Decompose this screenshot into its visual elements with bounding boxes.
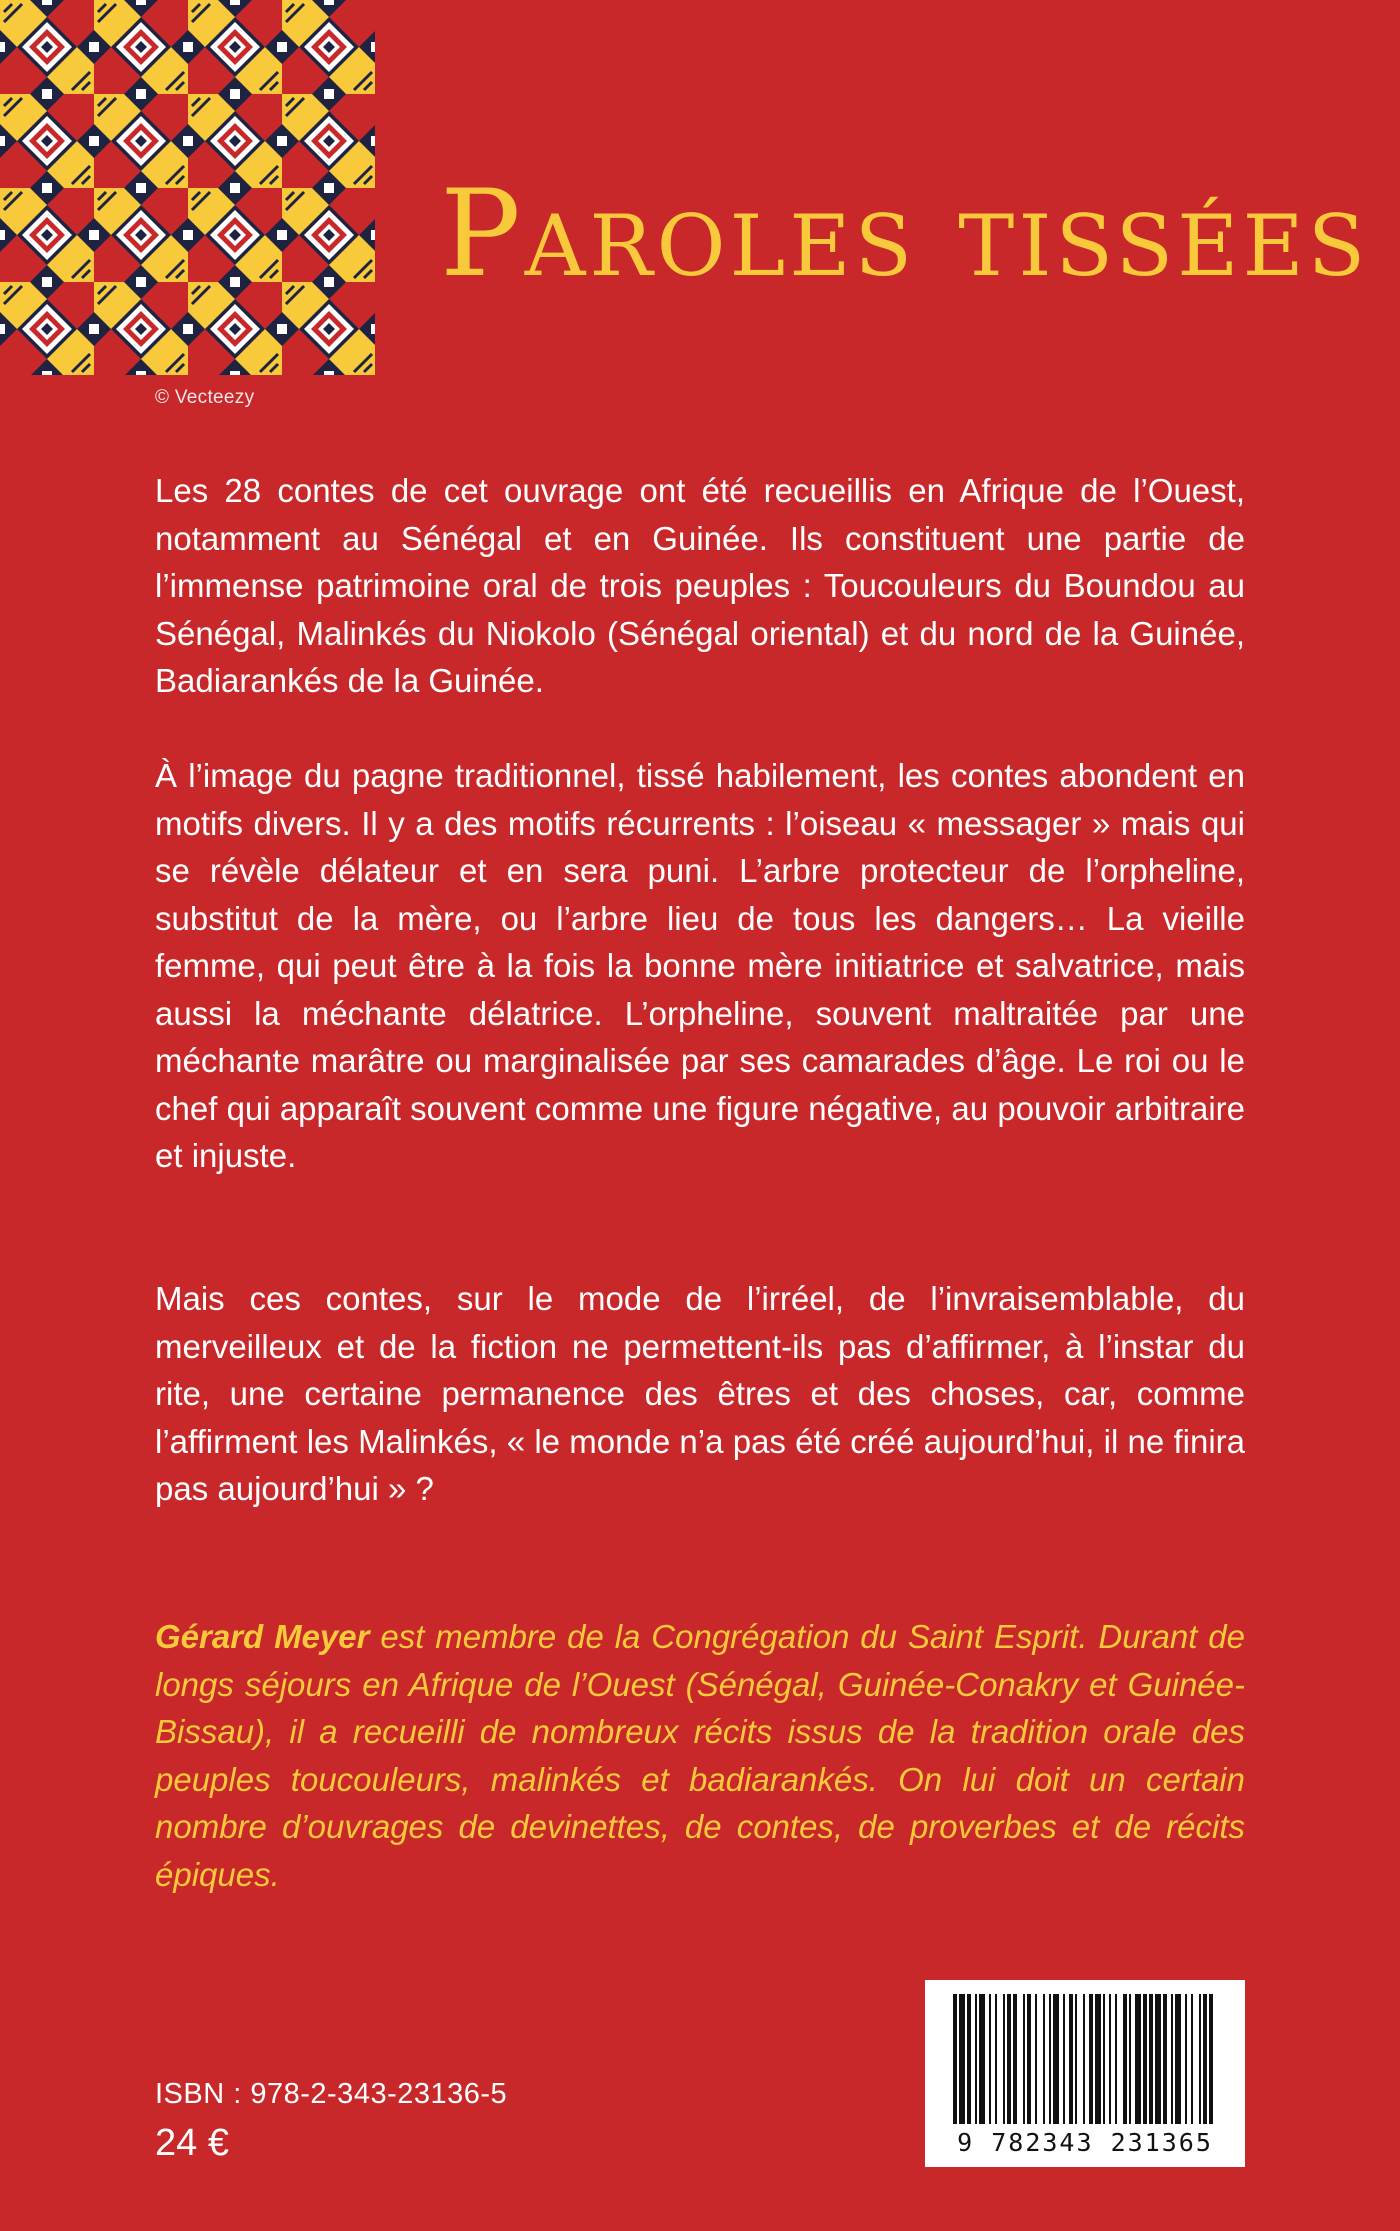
barcode-bar — [1123, 1994, 1127, 2124]
barcode-bar — [1023, 1994, 1025, 2124]
book-title: Paroles tissées — [440, 165, 1370, 304]
barcode-bar — [959, 1994, 965, 2124]
barcode-bar — [1185, 1994, 1187, 2124]
barcode-bar — [1007, 1994, 1011, 2124]
barcode-bar — [1089, 1994, 1093, 2124]
barcode-bar — [1013, 1994, 1017, 2124]
barcode-bar — [1143, 1994, 1147, 2124]
summary-paragraph-2: À l’image du pagne traditionnel, tissé habilement, les contes abondent en motifs divers. Il y a des motifs récurrents : l’oiseau « messager » mais qui se révèle délateur et en sera puni. L’arbre protecteur de l’orpheline, substitut de la mère, ou l’arbre lieu de tous les dangers… La vieille femme, qui peut être à la fois la bonne mère initiatrice et salvatrice, mais aussi la méchante délatrice. L’orpheline, souvent maltraitée par une méchante marâtre ou marginalisée par ses camarades d’âge. Le roi ou le chef qui apparaît souvent comme une figure négative, au pouvoir arbitraire et injuste. — [155, 757, 1245, 1174]
author-name: Gérard Meyer — [155, 1618, 370, 1655]
barcode-bar — [1075, 1994, 1077, 2124]
barcode-bar — [1203, 1994, 1207, 2124]
barcode-bar — [1171, 1994, 1173, 2124]
barcode-bar — [1027, 1994, 1031, 2124]
summary-paragraph-1: Les 28 contes de cet ouvrage ont été recueillis en Afrique de l’Ouest, notamment au Sénégal et en Guinée. Ils constituent une partie de l’immense patrimoine oral de trois peuples : Toucouleurs du Boundou au Sénégal, Malinkés du Niokolo (Sénégal oriental) et du nord de la Guinée, Badiarankés de la Guinée. — [155, 472, 1245, 699]
barcode-bar — [1069, 1994, 1073, 2124]
barcode-bar — [979, 1994, 985, 2124]
barcode-bar — [995, 1994, 997, 2124]
barcode-bar — [1163, 1994, 1167, 2124]
barcode-bar — [953, 1994, 957, 2124]
barcode-bar — [975, 1994, 977, 2124]
barcode-bar — [1135, 1994, 1141, 2124]
woven-geometric-pattern-icon — [0, 0, 375, 375]
barcode-bar — [1209, 1994, 1213, 2124]
barcode-bar — [1103, 1994, 1105, 2124]
barcode-bar — [1049, 1994, 1051, 2124]
barcode-bar — [1109, 1994, 1111, 2124]
barcode-bar — [1191, 1994, 1193, 2124]
barcode-bar — [1095, 1994, 1101, 2124]
barcode-bar — [989, 1994, 991, 2124]
barcode-bar — [1149, 1994, 1153, 2124]
barcode-bar — [1083, 1994, 1085, 2124]
barcode-bar — [1155, 1994, 1161, 2124]
image-credit: © Vecteezy — [155, 387, 255, 408]
author-bio-text: est membre de la Congrégation du Saint Esprit. Durant de longs séjours en Afrique de l’Ouest (Sénégal, Guinée-Conakry et Guinée-Bissau), il a recueilli de nombreux récits issus de la tradition orale des peuples toucouleurs, malinkés et badiarankés. On lui doit un certain nombre d’ouvrages de devinettes, de contes, de proverbes et de récits épiques. — [155, 1618, 1245, 1893]
barcode-bar — [1199, 1994, 1201, 2124]
barcode-bar — [1043, 1994, 1045, 2124]
barcode-bar — [1115, 1994, 1117, 2124]
barcode-digits: 9 782343 231365 — [957, 2128, 1213, 2157]
barcode-bar — [1053, 1994, 1059, 2124]
barcode-bar — [967, 1994, 971, 2124]
summary-paragraph-3: Mais ces contes, sur le mode de l’irréel, de l’invraisemblable, du merveilleux et de la fiction ne permettent-ils pas d’affirmer, à l’instar du rite, une certaine permanence des êtres et des choses, car, comme l’affirment les Malinkés, « le monde n’a pas été créé aujourd’hui, il ne finira pas aujourd’hui » ? — [155, 1280, 1245, 1507]
woven-pattern-illustration — [0, 0, 375, 375]
author-bio — [155, 1613, 1245, 1898]
barcode-bar — [1175, 1994, 1181, 2124]
price: 24 € — [155, 2122, 229, 2164]
barcode-bar — [1063, 1994, 1065, 2124]
isbn: ISBN : 978-2-343-23136-5 — [155, 2078, 508, 2110]
barcode-bar — [1035, 1994, 1037, 2124]
barcode-bar — [1003, 1994, 1005, 2124]
barcode-bar — [1129, 1994, 1131, 2124]
barcode — [925, 1980, 1245, 2167]
